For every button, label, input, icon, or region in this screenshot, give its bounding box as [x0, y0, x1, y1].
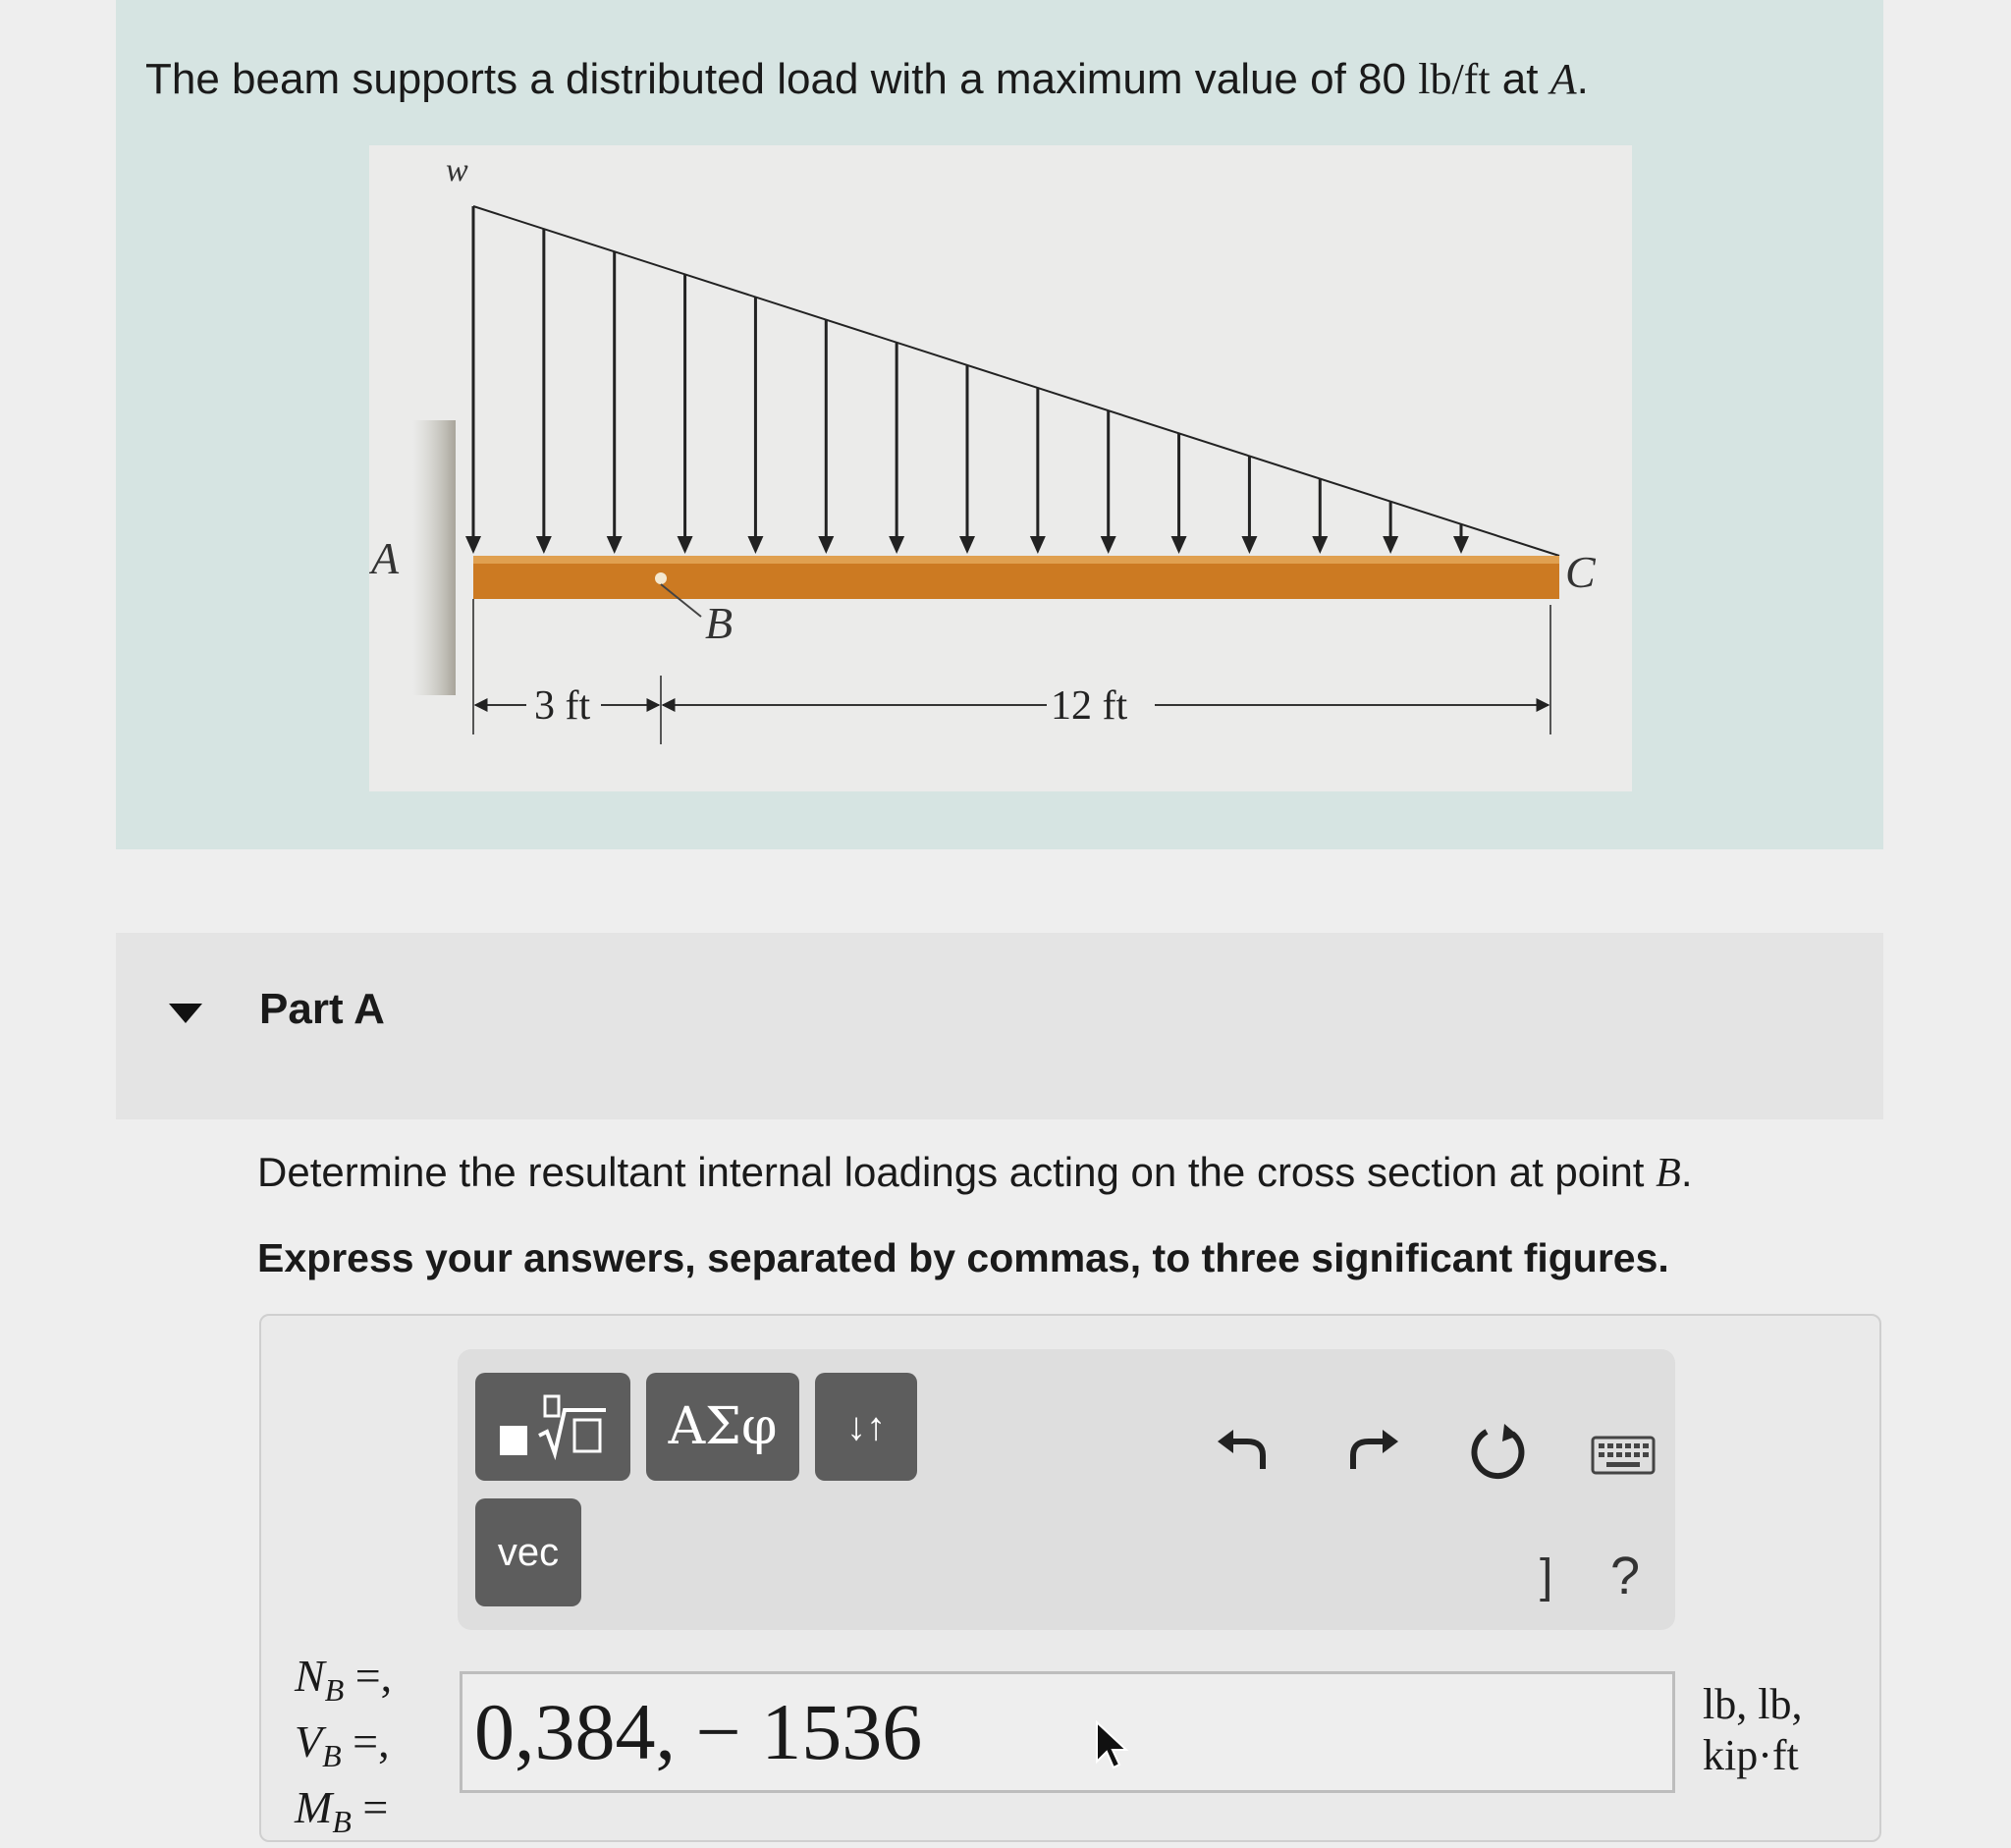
redo-icon[interactable]	[1347, 1424, 1402, 1473]
load-arrow-head	[747, 536, 763, 554]
point-b-marker	[655, 572, 667, 584]
collapse-triangle-icon[interactable]	[167, 1002, 204, 1025]
label-nb: $N_B$ =,	[295, 1651, 393, 1709]
templates-button[interactable]	[475, 1373, 630, 1481]
templates-sqrt-icon	[494, 1392, 612, 1461]
load-arrow-head	[1312, 536, 1328, 554]
load-arrow-head	[465, 536, 481, 554]
problem-text-end: .	[1576, 55, 1589, 103]
load-arrow-head	[889, 536, 904, 554]
distributed-load	[465, 206, 1559, 556]
problem-text: The beam supports a distributed load with a maximum value of 80	[145, 55, 1419, 103]
label-mb: $M_B$ =	[295, 1782, 389, 1840]
load-arrow-head	[959, 536, 975, 554]
undo-icon[interactable]	[1214, 1424, 1269, 1473]
load-arrow-head	[1171, 536, 1187, 554]
problem-point: A	[1549, 55, 1577, 103]
load-arrow-head	[1101, 536, 1116, 554]
load-arrow-head	[1383, 536, 1398, 554]
beam-figure	[369, 145, 1632, 791]
greek-symbols-button[interactable]: ΑΣφ	[646, 1373, 799, 1481]
question-prefix: Determine the resultant internal loadings acting on the cross section at point	[257, 1149, 1657, 1195]
toolbar-aux-glyph: ]	[1540, 1550, 1553, 1603]
problem-text-mid: at	[1490, 55, 1550, 103]
load-arrow-head	[1241, 536, 1257, 554]
vector-button[interactable]: vec	[475, 1498, 581, 1606]
problem-statement	[145, 54, 1589, 104]
label-vb: $V_B$ =,	[295, 1716, 390, 1774]
label-point-a: A	[371, 533, 400, 583]
load-arrow-head	[607, 536, 623, 554]
mouse-cursor-icon	[1094, 1720, 1129, 1771]
load-arrow-head	[818, 536, 834, 554]
load-envelope-line	[473, 206, 1559, 556]
part-a-title[interactable]: Part A	[259, 985, 385, 1033]
beam-diagram	[369, 145, 1632, 791]
load-arrow-head	[678, 536, 693, 554]
dim-label-ab: 3 ft	[534, 683, 591, 729]
dim-label-bc: 12 ft	[1051, 683, 1128, 729]
keyboard-icon[interactable]	[1591, 1436, 1656, 1475]
load-arrow-head	[536, 536, 552, 554]
question-text	[257, 1149, 1692, 1197]
load-arrow-head	[1453, 536, 1469, 554]
wall-support	[412, 420, 456, 695]
answer-labels	[295, 1650, 392, 1848]
arrows-button[interactable]: ↓↑	[815, 1373, 917, 1481]
beam-highlight	[473, 556, 1559, 564]
units-text-line2: kip·ft	[1703, 1731, 1799, 1779]
math-toolbar	[458, 1349, 1675, 1630]
answer-input[interactable]: 0,384, − 1536	[460, 1671, 1675, 1793]
label-point-c: C	[1565, 547, 1596, 597]
question-point: B	[1656, 1151, 1681, 1196]
label-point-b: B	[705, 598, 734, 648]
question-suffix: .	[1680, 1149, 1693, 1195]
units-text: lb, lb,	[1703, 1680, 1803, 1728]
help-icon[interactable]: ?	[1610, 1547, 1641, 1605]
reset-icon[interactable]	[1467, 1420, 1530, 1483]
load-label-w: w	[446, 152, 468, 189]
instruction-text: Express your answers, separated by commas, to three significant figures.	[257, 1235, 1669, 1280]
load-unit: lb/ft	[1418, 55, 1491, 103]
load-arrow-head	[1030, 536, 1046, 554]
